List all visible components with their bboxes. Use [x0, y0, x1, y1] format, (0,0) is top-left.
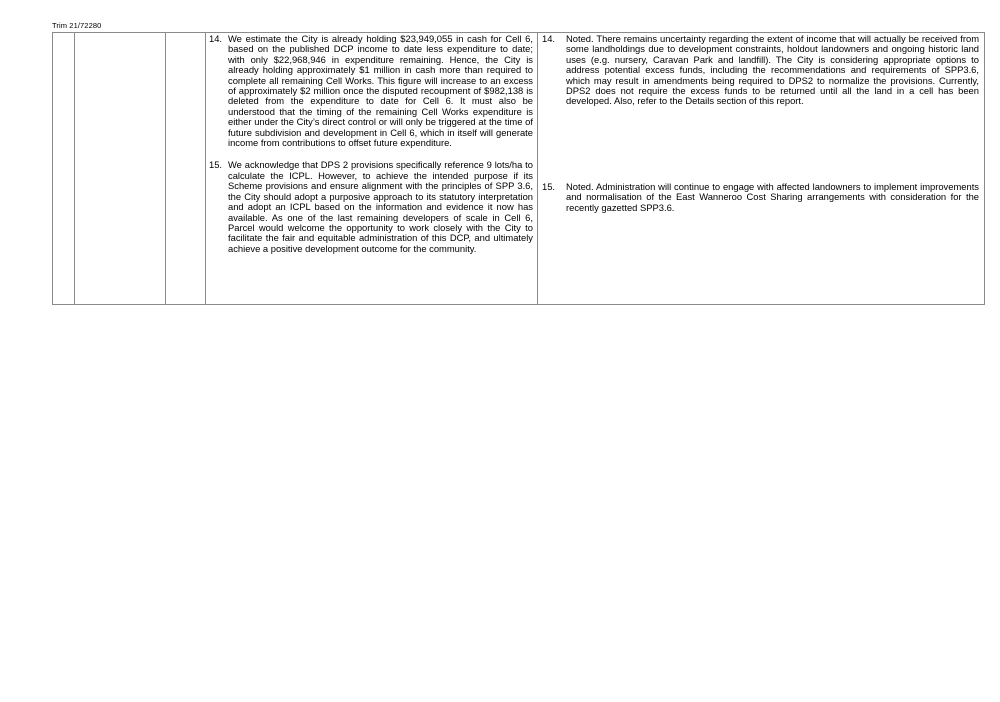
- response-item: [538, 34, 979, 107]
- submission-item: [206, 34, 533, 148]
- empty-cell: [166, 33, 206, 305]
- document-trim-reference: Trim 21/72280: [52, 21, 102, 30]
- submission-item-number: 15.: [209, 159, 223, 171]
- submission-item-text: We estimate the City is already holding $23,949,055 in cash for Cell 6, based on the published DCP income to date less expenditure to date; with only $22,968,946 in expenditure remaining. Hence, the City is already holding approximately $1 million in cash more than required to complete all remaining Cell Works. This figure will increase to an excess of approximately $2 million once the disputed recoupment of $982,138 is deleted from the expenditure to date for Cell 6. It must also be understood that the timing of the remaining Cell Works expenditure is either under the City’s direct control or will only be triggered at the time of future subdivision and development in Cell 6, which in itself will generate income from contributions to offset future expenditure.: [228, 33, 533, 149]
- response-cell: [538, 33, 985, 305]
- empty-cell: [53, 33, 75, 305]
- response-item-text: Noted. Administration will continue to engage with affected landowners to implement improvements and normalisation of the East Wanneroo Cost Sharing arrangements with consideration for the recently gazetted SPP3.6.: [566, 180, 979, 213]
- submission-cell: [206, 33, 538, 305]
- submission-item-text: We acknowledge that DPS 2 provisions specifically reference 9 lots/ha to calculate the ICPL. However, to achieve the intended purpose if its Scheme provisions and ensure alignment with the principles of SPP 3.6, the City should adopt a purposive approach to its statutory interpretation and adopt an ICPL based on the information and evidence it now has available. As one of the last remaining developers of scale in Cell 6, Parcel would welcome the opportunity to work closely with the City to facilitate the fair and equitable administration of this DCP, and ultimately achieve a positive development outcome for the community.: [228, 159, 533, 254]
- response-item-text: Noted. There remains uncertainty regarding the extent of income that will actually be received from some landholdings due to development constraints, holdout landowners and ongoing historic land uses (e.g. nursery, Caravan Park and landfill). The City is considering appropriate options to address potential excess funds, including the recommendations and requirements of SPP3.6, which may result in amendments being required to DPS2 to normalize the provisions. Currently, DPS2 does not require the excess funds to be returned until all the land in a cell has been developed. Also, refer to the Details section of this report.: [566, 33, 979, 107]
- response-item-number: 14.: [542, 33, 556, 44]
- table-row: [53, 33, 985, 305]
- response-item: [538, 182, 979, 213]
- submission-item: [206, 160, 533, 254]
- response-item-number: 15.: [542, 180, 556, 192]
- submission-item-number: 14.: [209, 33, 223, 44]
- empty-cell: [75, 33, 166, 305]
- submissions-table: [52, 32, 985, 305]
